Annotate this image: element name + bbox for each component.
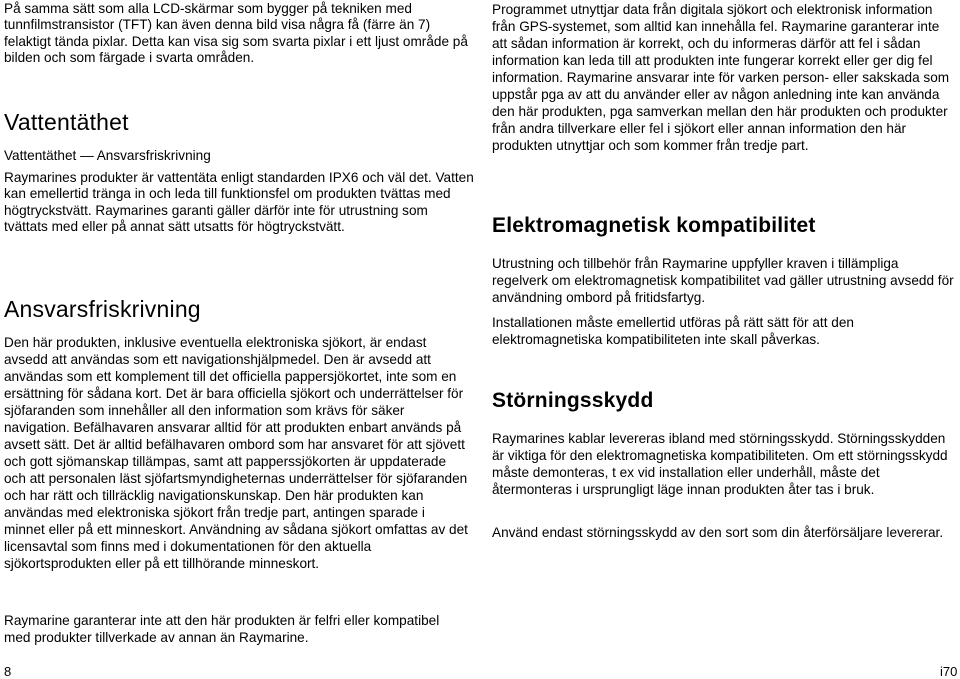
emc-heading: Elektromagnetisk kompatibilitet [492, 214, 816, 237]
suppression-heading: Störningsskydd [492, 389, 654, 412]
lcd-pixel-paragraph: På samma sätt som alla LCD-skärmar som bygger på tekniken med tunnfilmstransistor (TFT) kan även denna bild visa några få (färre än 7) felaktigt tända pixlar. Detta kan visa sig som svarta pixlar i ett ljust område på bilden och som färgade i svarta områden. [4, 1, 468, 65]
warranty-paragraph: Raymarine garanterar inte att den här produkten är felfri eller kompatibel med produkter tillverkade av annan än Raymarine. [4, 613, 440, 645]
suppression-dealer-paragraph: Använd endast störningsskydd av den sort som din återförsäljare levererar. [492, 525, 944, 540]
gps-data-paragraph: Programmet utnyttjar data från digitala sjökort och elektronisk information från GPS-systemet, som alltid kan innehålla fel. Raymarine garanterar inte att sådan information är korrekt, och du informeras därför att fel i sådan information kan leda till att produkten inte fungerar korrekt eller ger dig fel information. Raymarine ansvarar inte för varken person- eller sakskada som uppstår pga av att du använder eller av någon anledning inte kan använda den här produkten, pga samverkan mellan den här produkten och produkter från andra tillverkare eller fel i sjökort eller annan information den här produkten utnyttjar och som kommer från tredje part. [492, 2, 950, 153]
page-number: 8 [4, 664, 12, 679]
waterproof-paragraph: Raymarines produkter är vattentäta enligt standarden IPX6 och väl det. Vatten kan emellertid tränga in och leda till funktionsfel om produkten tvättas med högtryckstvätt. Raymarines garanti gäller därför inte för utrustning som tvättats med eller på annat sätt utsatts för högtryckstvätt. [4, 170, 474, 234]
suppression-paragraph: Raymarines kablar levereras ibland med störningsskydd. Störningsskydden är viktiga för den elektromagnetiska kompatibiliteten. Om ett störningsskydd måste demonteras, t ex vid installation eller underhåll, måste det återmonteras i ursprungligt läge innan produkten åter tas i bruk. [492, 431, 948, 497]
waterproof-subheading: Vattentäthet — Ansvarsfriskrivning [4, 148, 211, 163]
product-name: i70 [940, 664, 958, 679]
waterproof-heading: Vattentäthet [4, 109, 129, 135]
emc-installation-paragraph: Installationen måste emellertid utföras på rätt sätt för att den elektromagnetiska kompatibiliteten inte skall påverkas. [492, 315, 854, 347]
emc-paragraph: Utrustning och tillbehör från Raymarine uppfyller kraven i tillämpliga regelverk om elektromagnetisk kompatibilitet vad gäller utrustning avsedd för användning ombord på fritidsfartyg. [492, 256, 954, 305]
disclaimer-heading: Ansvarsfriskrivning [4, 296, 201, 322]
disclaimer-paragraph: Den här produkten, inklusive eventuella elektroniska sjökort, är endast avsedd att användas som ett navigationshjälpmedel. Den är avsedd att användas som ett komplement till det officiella pappersjökortet, inte som en ersättning för sådana kort. Det är bara officiella sjökort och underrättelser för sjöfaranden som innehåller all den information som krävs för säker navigation. Befälhavaren ansvarar alltid för att produkten enbart används på avsett sätt. Det är alltid befälhavaren ombord som har ansvaret för att sjövett och gott sjömanskap tillämpas, samt att papperssjökorten är uppdaterade och att personalen läst sjöfartsmyndigheternas underrättelser för sjöfaranden och har rätt och tillräcklig navigationskunskap. Den här produkten kan användas med elektroniska sjökort från tredje part, antingen sparade i minnet eller på ett minneskort. Användning av sådana sjökort omfattas av det licensavtal som finns med i dokumentationen för den aktuella sjökortsprodukten eller på ett tillhörande minneskort. [4, 335, 468, 571]
